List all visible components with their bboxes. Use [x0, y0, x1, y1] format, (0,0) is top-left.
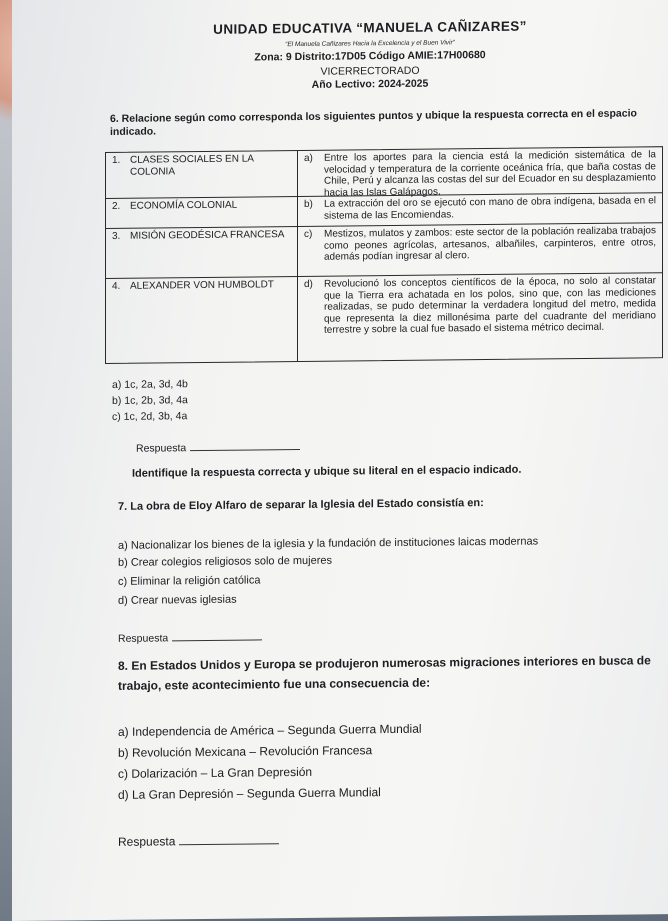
row-topic: CLASES SOCIALES EN LA COLONIA	[130, 153, 254, 178]
question-6-prompt: 6. Relacione según como corresponda los siguientes puntos y ubique la respuesta correcta en el espacio indicado.	[110, 107, 637, 138]
answer-blank[interactable]	[172, 629, 262, 641]
row-letter: a)	[304, 152, 313, 164]
row-topic: ALEXANDER VON HUMBOLDT	[130, 279, 274, 292]
answer-blank[interactable]	[190, 439, 300, 451]
table-row-1-left	[106, 151, 298, 199]
zona-district-line: Zona: 9 Distrito:17D05 Código AMIE:17H00680	[254, 49, 486, 64]
row-description: Revolucionó los conceptos científicos de la época, no solo al constatar que la Tierra era achatada en los polos, sino que, con las mediciones realizadas, se pudo determinar la verdadera longitud del metro, medida que representa la diez millonésima parte del cuadrante del meridiano terrestre y sobre la cual fue basado el sistema métrico decimal.	[324, 275, 656, 336]
q7-option-b: b) Crear colegios religiosos solo de mujeres	[118, 554, 332, 569]
q8-option-b: b) Revolución Mexicana – Revolución Francesa	[118, 743, 373, 760]
q6-option-c: c) 1c, 2d, 3b, 4a	[112, 410, 188, 423]
q8-option-c: c) Dolarización – La Gran Depresión	[118, 764, 313, 781]
answer-label: Respuesta	[118, 834, 176, 849]
question-7-prompt: 7. La obra de Eloy Alfaro de separar la Iglesia del Estado consistía en:	[118, 497, 484, 513]
table-row-2-left	[106, 197, 298, 229]
table-row-2-right	[298, 193, 662, 227]
table-row-1-right	[298, 147, 662, 197]
q7-answer	[118, 629, 262, 645]
school-motto: “El Manuela Cañizares Hacia la Excelencia y el Buen Vivir”	[285, 39, 455, 49]
answer-blank[interactable]	[179, 833, 279, 845]
row-number: 2.	[112, 200, 121, 212]
row-letter: c)	[304, 228, 313, 240]
row-description: Mestizos, mulatos y zambos: este sector de la población realizaba trabajos como peones agrícolas, artesanos, albañiles, carpinteros, entre otros, además podían ingresar al clero.	[324, 225, 656, 263]
table-row-3-right	[298, 223, 662, 277]
answer-label: Respuesta	[136, 442, 187, 455]
table-row-3-left	[106, 227, 298, 279]
row-letter: d)	[304, 278, 313, 290]
q8-answer	[118, 833, 279, 849]
q6-answer	[136, 439, 300, 455]
q7-option-a: a) Nacionalizar los bienes de la iglesia y la fundación de instituciones laicas modernas	[118, 535, 539, 552]
table-row-4-right	[298, 273, 662, 361]
row-topic: ECONOMÍA COLONIAL	[130, 199, 238, 212]
row-number: 1.	[112, 154, 121, 166]
answer-label: Respuesta	[118, 632, 169, 645]
row-description: La extracción del oro se ejecutó con mano de obra indígena, basada en el sistema de las Encomiendas.	[324, 195, 656, 222]
row-letter: b)	[304, 198, 313, 210]
row-number: 3.	[112, 230, 121, 242]
row-number: 4.	[112, 280, 121, 292]
q8-option-d: d) La Gran Depresión – Segunda Guerra Mundial	[118, 785, 381, 802]
row-description: Entre los aportes para la ciencia está la medición sistemática de la velocidad y temperatura de la corriente oceánica fría, que baña costas de Chile, Perú y alcanza las costas del sur del Ecuador en su desplazamiento hacia las Islas Galápagos.	[324, 149, 656, 199]
vicerrectorado: VICERRECTORADO	[320, 64, 420, 78]
question-8-prompt: 8. En Estados Unidos y Europa se produjeron numerosas migraciones interiores en busca de trabajo, este acontecimiento fue una consecuencia de:	[118, 653, 651, 693]
q6-option-a: a) 1c, 2a, 3d, 4b	[112, 378, 188, 391]
instruction: Identifique la respuesta correcta y ubique su literal en el espacio indicado.	[132, 463, 522, 480]
q6-option-b: b) 1c, 2b, 3d, 4a	[112, 394, 188, 407]
row-topic: MISIÓN GEODÉSICA FRANCESA	[130, 229, 285, 242]
school-year: Año Lectivo: 2024-2025	[311, 77, 429, 91]
table-row-4-left	[106, 277, 298, 363]
matching-table	[105, 146, 663, 364]
q8-option-a: a) Independencia de América – Segunda Guerra Mundial	[118, 721, 422, 739]
exam-sheet	[12, 0, 668, 921]
q7-option-c: c) Eliminar la religión católica	[118, 574, 261, 588]
q7-option-d: d) Crear nuevas iglesias	[118, 593, 237, 607]
school-name: UNIDAD EDUCATIVA “MANUELA CAÑIZARES”	[213, 18, 527, 37]
